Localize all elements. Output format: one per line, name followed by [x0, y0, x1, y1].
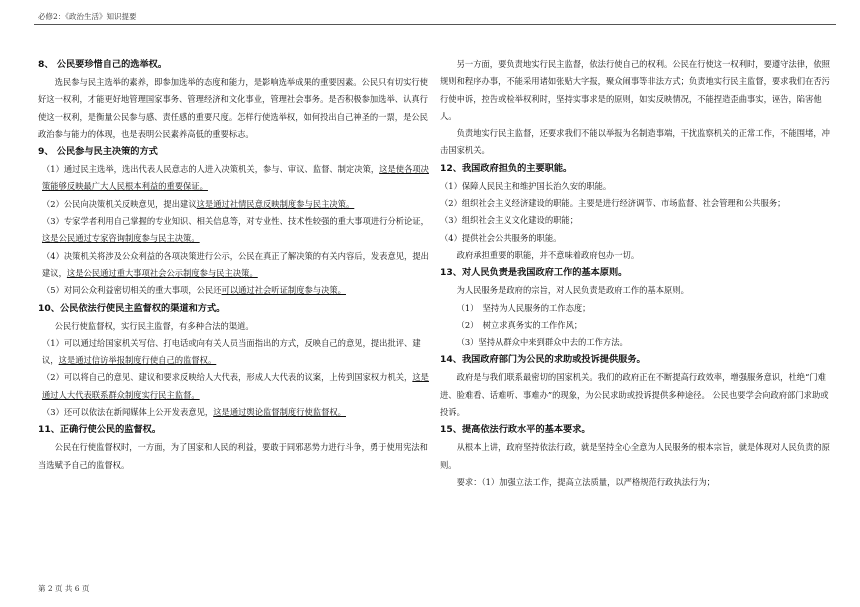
section-9-item-5: （5）对同公众利益密切相关的重大事项，公民还可以通过社会听证制度参与决策。	[42, 285, 346, 296]
section-15-body: 从根本上讲，政府坚持依法行政，就是坚持全心全意为人民服务的根本宗旨，就是体现对人民负责的原则。	[440, 442, 830, 470]
section-13-item: （2） 树立求真务实的工作作风；	[456, 319, 583, 330]
page-footer: 第 2 页 共 6 页	[38, 584, 90, 593]
section-15-title: 15、提高依法行政水平的基本要求。	[440, 424, 591, 436]
section-10-item-3: （3）还可以依法在新闻媒体上公开发表意见，这是通过舆论监督制度行使监督权。	[42, 407, 346, 418]
section-8-title: 8、 公民要珍惜自己的选举权。	[38, 59, 168, 70]
section-9-item-3: （3）专家学者利用自己掌握的专业知识、相关信息等，对专业性、技术性较强的重大事项进行分析论证，这是公民通过专家咨询制度参与民主决策。	[42, 216, 429, 244]
section-9-item-1: （1）通过民主选举，选出代表人民意志的人进入决策机关，参与、审议、监督、制定决策，这是使各项决策能够反映最广大人民根本利益的重要保证。	[42, 164, 429, 192]
right-column	[440, 56, 832, 491]
section-12-item: （1）保障人民民主和维护国长治久安的职能。	[440, 180, 612, 191]
section-11-title: 11、正确行使公民的监督权。	[38, 424, 162, 436]
section-10-intro: 公民行使监督权，实行民主监督，有多种合法的渠道。	[54, 320, 254, 331]
section-12-item: （3）组织社会主义文化建设的职能；	[440, 215, 579, 226]
section-12-item: （2）组织社会主义经济建设的职能。主要是进行经济调节、市场监督、社会管理和公共服务；	[440, 198, 786, 209]
section-13-title: 13、对人民负责是我国政府工作的基本原则。	[440, 267, 628, 279]
section-10-title: 10、公民依法行使民主监督权的渠道和方式。	[38, 302, 226, 314]
section-12-note: 政府承担重要的职能，并不意味着政府包办一切。	[456, 249, 640, 260]
section-9-title: 9、 公民参与民主决策的方式	[38, 146, 158, 158]
section-9-item-4: （4）决策机关将涉及公众利益的各项决策进行公示，公民在真正了解决策的有关内容后，发表意见，提出建议，这是公民通过重大事项社会公示制度参与民主决策。	[42, 250, 429, 278]
section-12-item: （4）提供社会公共服务的职能。	[440, 232, 562, 243]
section-8-body: 选民参与民主选举的素养，即参加选举的态度和能力，是影响选举成果的重要因素。公民只有切实行使好这一权利，才能更好地管理国家事务、管理经济和文化事业，管理社会事务。是否积极参加选举、认真行使这一权利，是衡量公民参与感、责任感的重要尺度。怎样行使选举权，如何投出自己神圣的一票，是公民政治参与能力的体现，也是表明公民素养高低的重要标志。	[38, 77, 428, 139]
section-10-item-2: （2）可以将自己的意见、建议和要求反映给人大代表，形成人大代表的议案，上传到国家权力机关，这是通过人大代表联系群众制度实行民主监督。	[42, 372, 429, 400]
section-11-continued: 另一方面，要负责地实行民主监督，依法行使自己的权利。公民在行使这一权利时，要遵守法律，依照规则和程序办事，不能采用诸如张贴大字报，聚众闹事等非法方式；负责地实行民主监督，要求我们在否污行使申诉，控告或检举权利时，坚持实事求是的原则，如实反映情况，不能捏造歪曲事实，诬告，陷害他人。	[440, 59, 830, 121]
section-14-title: 14、我国政府部门为公民的求助或投诉提供服务。	[440, 354, 646, 366]
section-13-intro: 为人民服务是政府的宗旨，对人民负责是政府工作的基本原则。	[456, 285, 689, 296]
section-12-title: 12、我国政府担负的主要职能。	[440, 162, 573, 174]
section-13-item: （3）坚持从群众中来到群众中去的工作方法。	[456, 337, 628, 348]
section-10-item-1: （1）可以通过给国家机关写信、打电话或向有关人员当面指出的方式，反映自己的意见，提出批评、建议，这是通过信访举报制度行使自己的监督权。	[42, 337, 421, 366]
header-divider	[34, 24, 836, 25]
page-header: 必修2：《政治生活》知识提要	[38, 12, 137, 21]
section-11-body: 公民在行使监督权时，一方面，为了国家和人民的利益，要敢于同邪恶势力进行斗争，勇于使用宪法和当选赋予自己的监督权。	[38, 442, 428, 470]
section-13-item: （1） 坚持为人民服务的工作态度；	[456, 302, 591, 313]
section-11-continued-2: 负责地实行民主监督，还要求我们不能以举报为名制造事端，干扰监察机关的正常工作，不能围堵，冲击国家机关。	[440, 128, 830, 156]
section-14-body: 政府是与我们联系最密切的国家机关。我们的政府正在不断提高行政效率，增强服务意识，杜绝“门难进、脸难看、话难听、事难办”的现象，为公民求助或投诉提供多种途径。 公民也要学会向政府部门求助或投诉。	[440, 372, 829, 418]
section-9-item-2: （2）公民向决策机关反映意见，提出建议这是通过社情民意反映制度参与民主决策。	[42, 198, 355, 209]
left-column	[38, 56, 430, 474]
section-15-requirement: 要求：（1）加强立法工作，提高立法质量，以严格规范行政执法行为；	[456, 476, 715, 487]
